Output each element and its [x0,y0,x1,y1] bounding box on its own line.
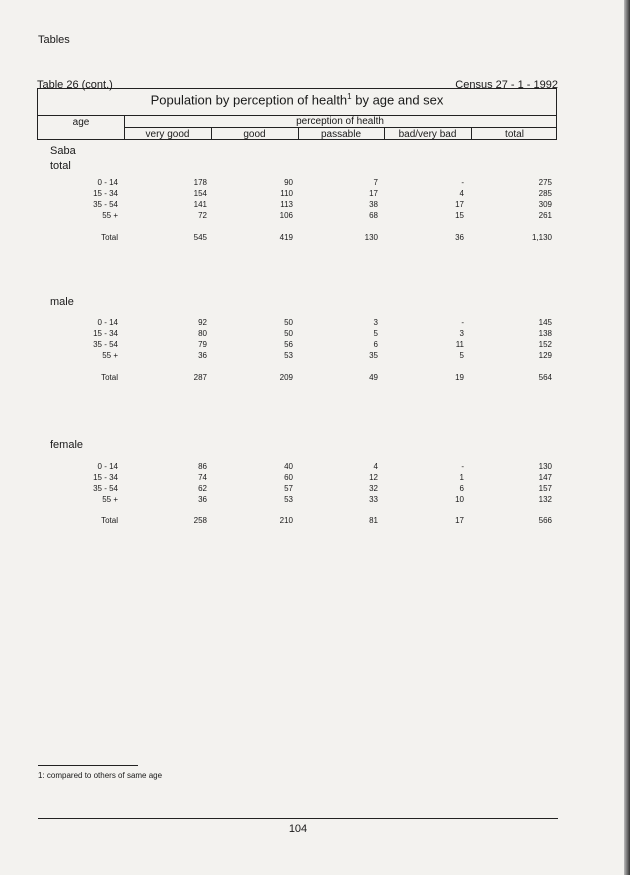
col-group: perception of health [296,116,384,127]
cell-value: 145 [538,318,552,327]
cell-value: 287 [193,373,207,382]
col-header: passable [320,129,362,140]
cell-value: 545 [193,233,207,242]
cell-value: 19 [455,373,464,382]
row-age: 35 - 54 [93,200,118,209]
cell-value: 68 [369,211,378,220]
row-age: 15 - 34 [93,329,118,338]
cell-value: 110 [280,189,293,198]
col-header: bad/very bad [398,129,457,140]
col-age: age [72,117,90,128]
col-header: good [243,129,266,140]
cell-value: 11 [455,340,464,349]
cell-value: - [461,462,464,471]
section-label: female [50,439,84,451]
row-age: 35 - 54 [93,484,118,493]
cell-value: 86 [198,462,207,471]
cell-value: 285 [538,189,552,198]
divider [471,127,472,139]
cell-value: 130 [364,233,378,242]
cell-value: 132 [538,495,552,504]
row-age: Total [101,516,118,525]
col-header: very good [145,129,190,140]
cell-value: - [461,178,464,187]
cell-value: 6 [373,340,378,349]
footnote: 1: compared to others of same age [38,771,163,780]
cell-value: - [461,318,464,327]
divider [384,127,385,139]
cell-value: 5 [373,329,378,338]
cell-value: 258 [193,516,207,525]
cell-value: 3 [373,318,378,327]
cell-value: 50 [284,318,293,327]
cell-value: 106 [279,211,293,220]
cell-value: 50 [284,329,293,338]
footnote-rule [38,765,138,766]
cell-value: 12 [369,473,378,482]
table-title: Population by perception of health$^1$ by age and sex [150,92,444,108]
cell-value: 53 [284,495,293,504]
cell-value: 147 [538,473,552,482]
cell-value: 3 [459,329,464,338]
cell-value: 5 [459,351,464,360]
cell-value: 17 [455,516,464,525]
cell-value: 566 [538,516,552,525]
cell-value: 17 [369,189,378,198]
cell-value: 1,130 [531,233,552,242]
cell-value: 152 [538,340,552,349]
cell-value: 79 [198,340,207,349]
table-label: Table 26 (cont.) [37,79,113,91]
cell-value: 36 [198,351,207,360]
cell-value: 74 [198,473,207,482]
cell-value: 35 [369,351,378,360]
cell-value: 309 [538,200,552,209]
cell-value: 138 [538,329,552,338]
cell-value: 157 [538,484,552,493]
row-age: 55 + [102,495,118,504]
cell-value: 113 [280,200,293,209]
cell-value: 209 [279,373,293,382]
section-label: male [50,296,74,308]
cell-value: 53 [284,351,293,360]
cell-value: 129 [538,351,552,360]
row-age: 55 + [102,351,118,360]
cell-value: 419 [279,233,293,242]
cell-value: 92 [198,318,207,327]
census-label: Census 27 - 1 - 1992 [455,79,558,91]
cell-value: 15 [455,211,464,220]
page-number: 104 [288,823,308,835]
cell-value: 141 [193,200,207,209]
cell-value: 40 [284,462,293,471]
table-header [37,88,557,140]
divider [124,127,556,128]
cell-value: 4 [373,462,378,471]
cell-value: 36 [198,495,207,504]
row-age: 15 - 34 [93,189,118,198]
scan-edge [624,0,630,875]
row-age: Total [101,373,118,382]
row-age: 15 - 34 [93,473,118,482]
cell-value: 275 [538,178,552,187]
cell-value: 17 [455,200,464,209]
row-age: 0 - 14 [97,462,118,471]
cell-value: 56 [284,340,293,349]
cell-value: 1 [459,473,464,482]
section-sublabel: total [50,160,71,172]
row-age: 0 - 14 [97,178,118,187]
cell-value: 4 [459,189,464,198]
divider [298,127,299,139]
cell-value: 6 [459,484,464,493]
cell-value: 154 [193,189,207,198]
cell-value: 49 [369,373,378,382]
cell-value: 90 [284,178,293,187]
row-age: 35 - 54 [93,340,118,349]
cell-value: 33 [369,495,378,504]
row-age: Total [101,233,118,242]
cell-value: 261 [538,211,552,220]
cell-value: 60 [284,473,293,482]
cell-value: 10 [455,495,464,504]
cell-value: 36 [455,233,464,242]
section-label: Saba [50,145,76,157]
cell-value: 178 [193,178,207,187]
cell-value: 130 [538,462,552,471]
cell-value: 81 [369,516,378,525]
row-age: 0 - 14 [97,318,118,327]
cell-value: 72 [198,211,207,220]
page-header: Tables [38,34,70,46]
col-header: total [505,129,524,140]
cell-value: 62 [198,484,207,493]
cell-value: 38 [369,200,378,209]
cell-value: 32 [369,484,378,493]
divider [211,127,212,139]
cell-value: 564 [538,373,552,382]
cell-value: 210 [279,516,293,525]
cell-value: 7 [373,178,378,187]
cell-value: 57 [284,484,293,493]
footer-rule [38,818,558,819]
cell-value: 80 [198,329,207,338]
row-age: 55 + [102,211,118,220]
